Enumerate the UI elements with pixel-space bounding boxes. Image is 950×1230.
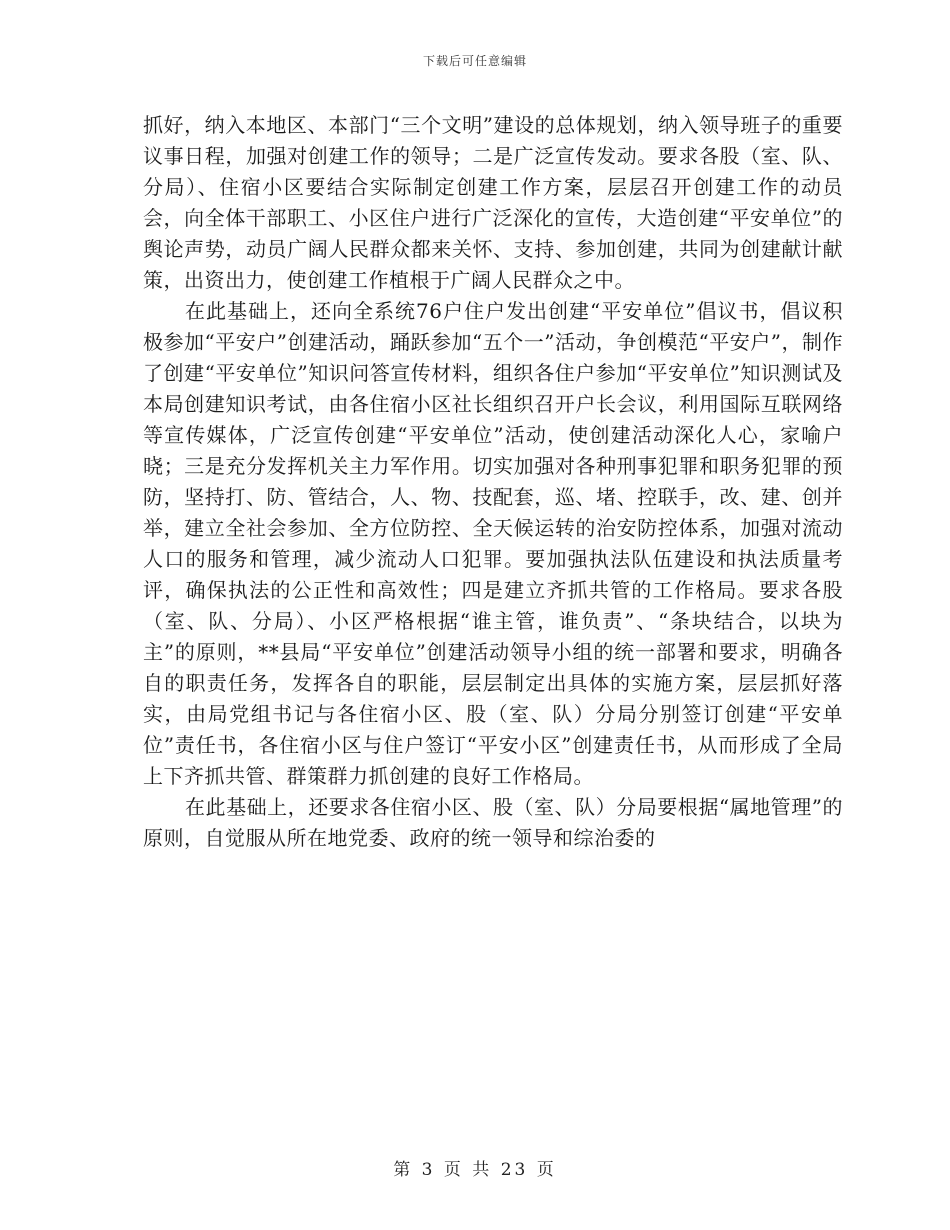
header-note: 下载后可任意编辑 (422, 54, 527, 68)
paragraph-3: 在此基础上，还要求各住宿小区、股（室、队）分局要根据“属地管理”的原则，自觉服从所在地党委、政府的统一领导和综治委的 (143, 795, 843, 850)
paragraph-2: 在此基础上，还向全系统76户住户发出创建“平安单位”倡议书，倡议积极参加“平安户”创建活动，踊跃参加“五个一”活动，争创模范“平安户”，制作了创建“平安单位”知识问答宣传材料，组织各住户参加“平安单位”知识测试及本局创建知识考试，由各住宿小区社长组织召开户长会议，利用国际互联网络等宣传媒体，广泛宣传创建“平安单位”活动，使创建活动深化人心，家喻户晓；三是充分发挥机关主力军作用。切实加强对各种刑事犯罪和职务犯罪的预防，坚持打、防、管结合，人、物、技配套，巡、堵、控联手，改、建、创并举，建立全社会参加、全方位防控、全天候运转的治安防控体系，加强对流动人口的服务和管理，减少流动人口犯罪。要加强执法队伍建设和执法质量考评，确保执法的公正性和高效性；四是建立齐抓共管的工作格局。要求各股（室、队、分局）、小区严格根据“谁主管，谁负责”、“条块结合，以块为主”的原则，**县局“平安单位”创建活动领导小组的统一部署和要求，明确各自的职责任务，发挥各自的职能，层层制定出具体的实施方案，层层抓好落实，由局党组书记与各住宿小区、股（室、队）分局分别签订创建“平安单位”责任书，各住宿小区与住户签订“平安小区”创建责任书，从而形成了全局上下齐抓共管、群策群力抓创建的良好工作格局。 (143, 299, 843, 788)
paragraph-1: 抓好，纳入本地区、本部门“三个文明”建设的总体规划，纳入领导班子的重要议事日程，加强对创建工作的领导；二是广泛宣传发动。要求各股（室、队、分局）、住宿小区要结合实际制定创建工作方案，层层召开创建工作的动员会，向全体干部职工、小区住户进行广泛深化的宣传，大造创建“平安单位”的舆论声势，动员广阔人民群众都来关怀、支持、参加创建，共同为创建献计献策，出资出力，使创建工作植根于广阔人民群众之中。 (143, 113, 843, 292)
document-body (143, 110, 843, 854)
page-number: 第 3 页 共 23 页 (393, 1160, 557, 1180)
